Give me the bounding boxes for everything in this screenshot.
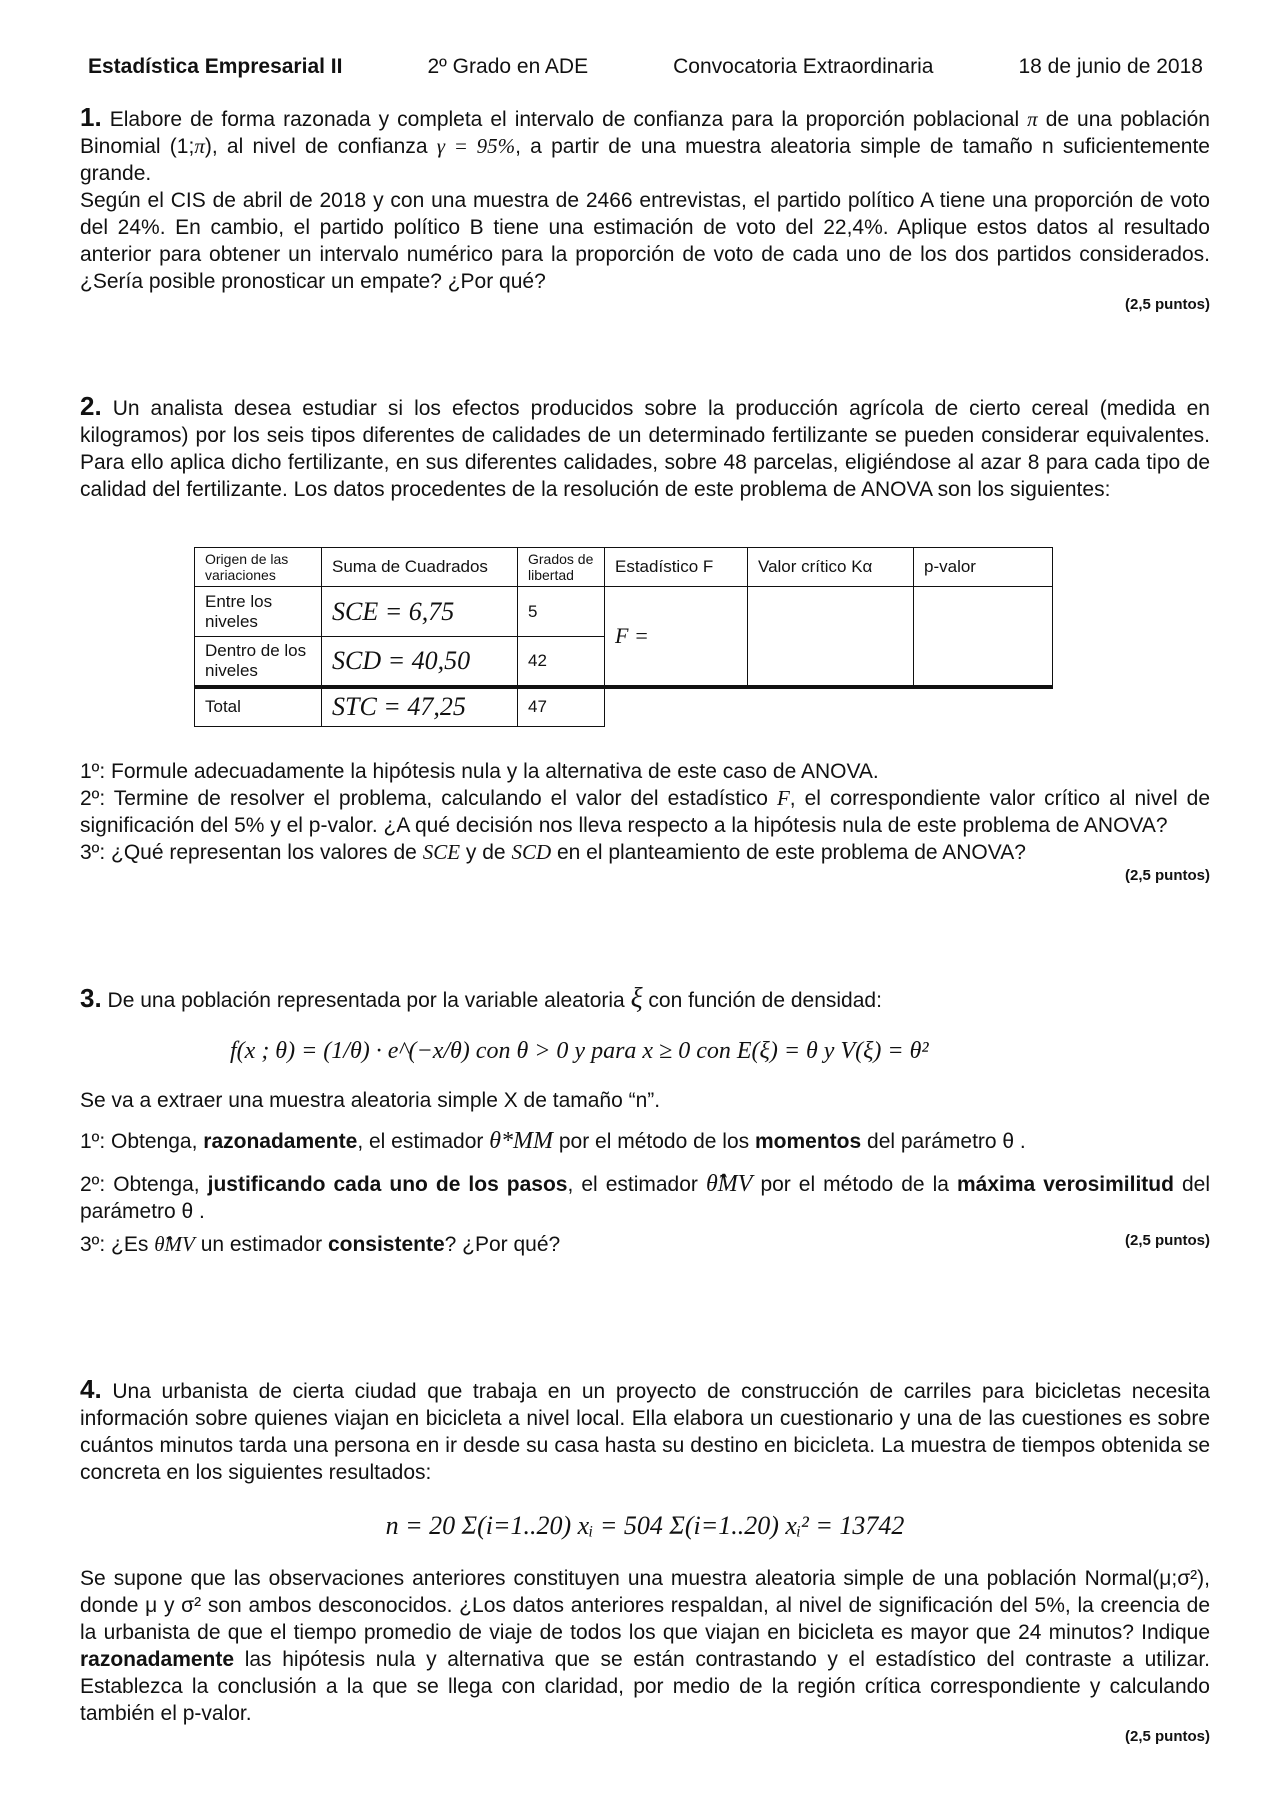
q1-text-b: de una población Binomial (1; (80, 108, 1210, 158)
q1-text-d: , a partir de una muestra aleatoria simple de tamaño n suficientemente grande. (80, 135, 1210, 185)
points: (2,5 puntos) (1125, 1728, 1210, 1745)
q3-s2f: del parámetro θ . (80, 1173, 1210, 1223)
mm-estimator: θ*MM (489, 1128, 553, 1154)
question-3 (80, 985, 1210, 1258)
pi-symbol-2: π (194, 134, 205, 158)
stc-value: STC = 47,25 (322, 687, 518, 727)
pi-symbol: π (1027, 107, 1038, 131)
header-origin: Origen de las variaciones (195, 548, 322, 587)
F-symbol: F (776, 786, 790, 810)
session: Convocatoria Extraordinaria (673, 55, 934, 78)
q3-s3d: ? ¿Por qué? (444, 1233, 561, 1256)
df-value: 42 (518, 637, 605, 687)
q2-sub-3b: en el planteamiento de este problema de ANOVA? (556, 841, 1026, 864)
q3-s2a: 2º: Obtenga, (80, 1173, 200, 1196)
q3-s3b: un estimador (200, 1233, 323, 1256)
degree: 2º Grado en ADE (427, 55, 589, 78)
q2-sub-2b: , el correspondiente valor crítico al nivel de significación del 5% y el p-valor. ¿A qué decisión nos lleva respecto a la hipótesis nula de este problema de ANOVA? (80, 787, 1210, 837)
header-df: Grados de libertad (518, 548, 605, 587)
header-pvalue: p-valor (914, 548, 1053, 587)
question-1 (80, 104, 1210, 315)
q1-paragraph-2: Según el CIS de abril de 2018 y con una muestra de 2466 entrevistas, el partido político A tiene una proporción de voto del 24%. En cambio, el partido político B tiene una estimación de voto del 22,4%. Aplique estos datos al resultado anterior para obtener un intervalo numérico para la proporción de voto de cada uno de los dos partidos considerados. ¿Sería posible pronosticar un empate? ¿Por qué? (80, 189, 1210, 293)
critical-cell (748, 587, 914, 687)
q4-bold: razonadamente (80, 1648, 235, 1671)
table-header-row (195, 548, 1053, 587)
mv-estimator: θ̂MV (705, 1171, 753, 1197)
df-value: 5 (518, 587, 605, 637)
q3-s2c: , el estimador (567, 1173, 698, 1196)
table-row-total (195, 687, 1053, 727)
points: (2,5 puntos) (1125, 296, 1210, 313)
header-sum-squares: Suma de Cuadrados (322, 548, 518, 587)
course-title: Estadística Empresarial II (88, 55, 343, 78)
F-cell: F = (605, 587, 748, 687)
q3-s1d: por el método de los (558, 1130, 750, 1153)
question-number: 2. (80, 391, 102, 421)
q1-text-c: ), al nivel de confianza (204, 135, 428, 158)
question-4 (80, 1376, 1210, 1747)
anova-table (194, 547, 1053, 727)
q2-sub-2a: 2º: Termine de resolver el problema, calculando el valor del estadístico (80, 787, 768, 810)
sce-value: SCE = 6,75 (322, 587, 518, 637)
q2-sub-3a: 3º: ¿Qué representan los valores de (80, 841, 417, 864)
question-number: 1. (80, 102, 102, 132)
q3-s1c: , el estimador (357, 1130, 484, 1153)
q3-intro: De una población representada por la variable aleatoria (107, 989, 625, 1012)
q3-sample: Se va a extraer una muestra aleatoria simple X de tamaño “n”. (80, 1089, 661, 1112)
exam-header (88, 53, 1203, 80)
q1-text-a: Elabore de forma razonada y completa el intervalo de confianza para la proporción poblacional (109, 108, 1020, 131)
q3-s1f: del parámetro θ . (867, 1130, 1026, 1153)
scd-symbol: SCD (511, 840, 552, 864)
df-value: 47 (518, 687, 605, 727)
q3-s1a: 1º: Obtenga, (80, 1130, 198, 1153)
q3-s2b: justificando cada uno de los pasos (207, 1173, 568, 1196)
q3-s2d: por el método de la (760, 1173, 949, 1196)
table-row (195, 587, 1053, 637)
q4-intro: Una urbanista de cierta ciudad que trabaja en un proyecto de construcción de carriles para bicicletas necesita información sobre quienes viajan en bicicleta a nivel local. Ella elabora un cuestionario y una de las cuestiones es sobre cuántos minutos tarda una persona en ir desde su casa hasta su destino en bicicleta. La muestra de tiempos obtenida se concreta en los siguientes resultados: (80, 1380, 1210, 1484)
q3-s1e: momentos (754, 1130, 862, 1153)
confidence-level: γ = 95% (436, 134, 516, 158)
q2-intro: Un analista desea estudiar si los efectos producidos sobre la producción agrícola de cierto cereal (medida en kilogramos) por los seis tipos diferentes de calidades de un determinado fertilizante se pueden considerar equivalentes. Para ello aplica dicho fertilizante, en sus diferentes calidades, sobre 48 parcelas, eligiéndose al azar 8 para cada tipo de calidad del fertilizante. Los datos procedentes de la resolución de este problema de ANOVA son los siguientes: (80, 397, 1210, 501)
sce-symbol: SCE (422, 840, 461, 864)
q4-body-2: las hipótesis nula y alternativa que se están contrastando y el estadístico del contraste a utilizar. Establezca la conclusión a la que se llega con claridad, por medio de la región crítica correspondiente y calculando también el p-valor. (80, 1648, 1210, 1725)
mv-estimator-2: θ̂MV (154, 1232, 195, 1256)
q3-s3a: 3º: ¿Es (80, 1233, 149, 1256)
header-F: Estadístico F (605, 548, 748, 587)
exam-date: 18 de junio de 2018 (1018, 55, 1203, 78)
question-2-subparts (80, 758, 1210, 886)
question-number: 3. (80, 983, 102, 1013)
row-label: Dentro de los niveles (195, 637, 322, 687)
scd-value: SCD = 40,50 (322, 637, 518, 687)
points: (2,5 puntos) (1125, 1232, 1210, 1249)
sample-formula: n = 20 Σ(i=1..20) xᵢ = 504 Σ(i=1..20) xᵢ² = 13742 (385, 1511, 905, 1540)
q2-sub-1: 1º: Formule adecuadamente la hipótesis nula y la alternativa de este caso de ANOVA. (80, 760, 879, 783)
pvalue-cell (914, 587, 1053, 687)
q2-sub-3y: y de (465, 841, 506, 864)
header-critical: Valor crítico Kα (748, 548, 914, 587)
q3-s3c: consistente (327, 1233, 445, 1256)
q3-s2e: máxima verosimilitud (957, 1173, 1174, 1196)
q3-s1b: razonadamente (203, 1130, 358, 1153)
q3-intro-2: con función de densidad: (648, 989, 882, 1012)
density-formula: f(x ; θ) = (1/θ) · e^(−x/θ) con θ > 0 y para x ≥ 0 con E(ξ) = θ y V(ξ) = θ² (230, 1038, 929, 1064)
question-number: 4. (80, 1374, 102, 1404)
question-2 (80, 393, 1210, 503)
xi-symbol: ξ (630, 983, 643, 1014)
q4-body-1: Se supone que las observaciones anteriores constituyen una muestra aleatoria simple de una población Normal(μ;σ²), donde μ y σ² son ambos desconocidos. ¿Los datos anteriores respaldan, al nivel de significación del 5%, la creencia de la urbanista de que el tiempo promedio de viaje de todos los que viajan en bicicleta es mayor que 24 minutos? Indique (80, 1567, 1210, 1644)
row-label: Total (195, 687, 322, 727)
row-label: Entre los niveles (195, 587, 322, 637)
points: (2,5 puntos) (1125, 867, 1210, 884)
